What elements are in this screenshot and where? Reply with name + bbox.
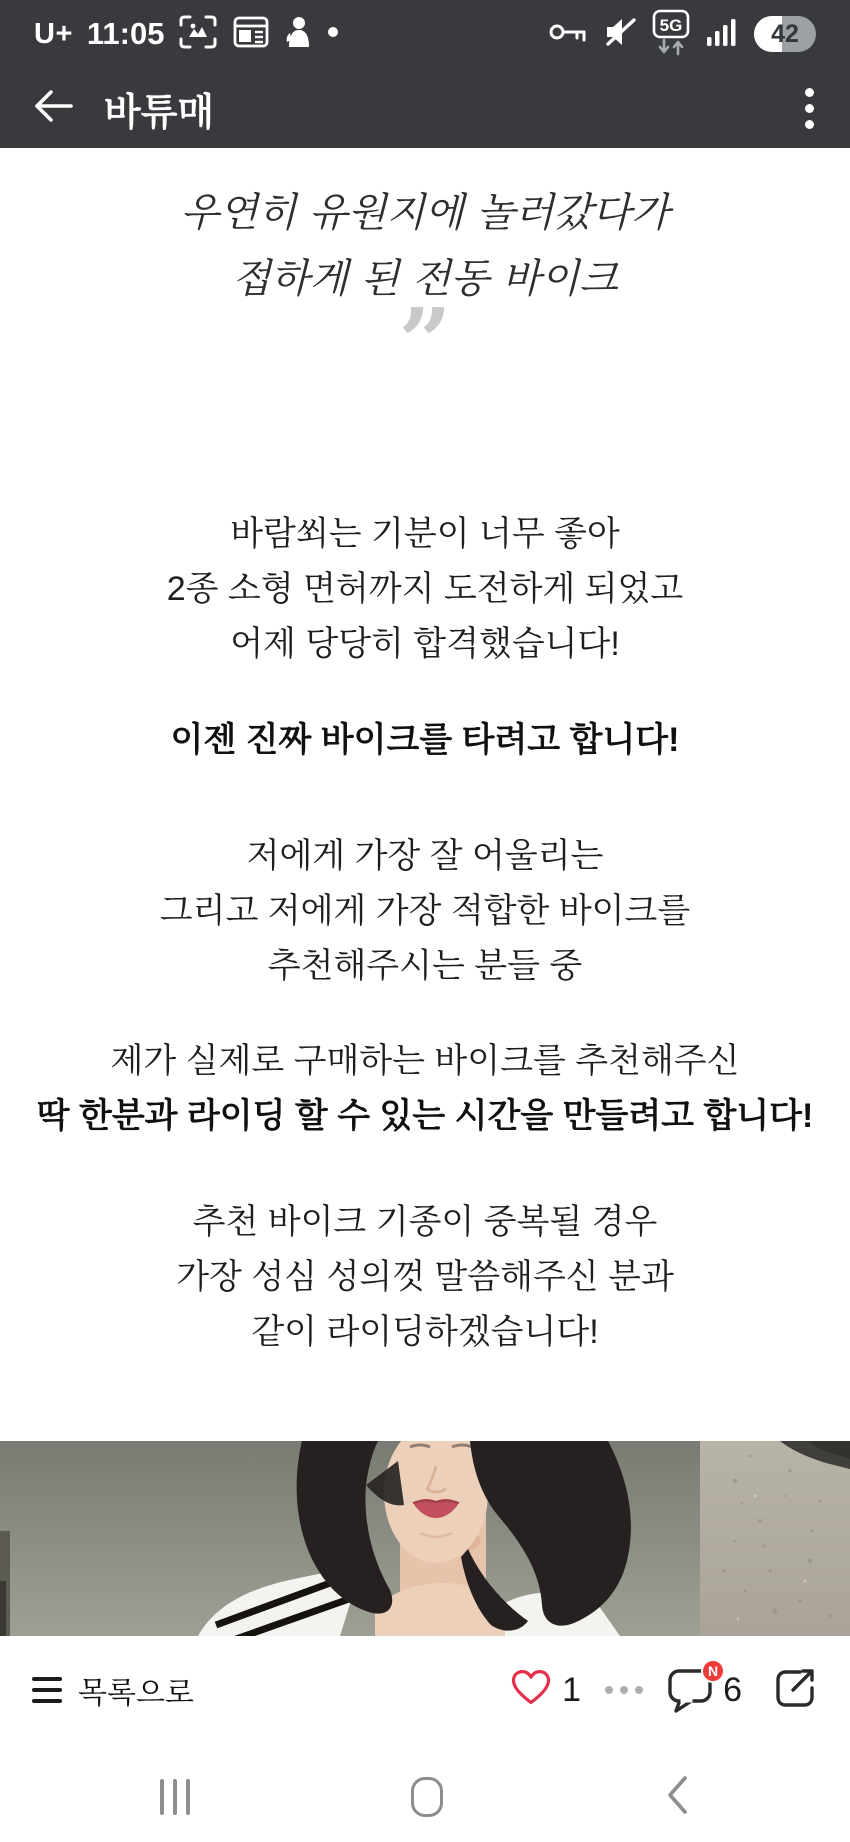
signal-strength-icon (705, 15, 739, 54)
post-line: 가장 성심 성의껏 말씀해주신 분과 (176, 1258, 674, 1296)
post-line: 같이 라이딩하겠습니다! (251, 1313, 599, 1351)
post-paragraph (0, 713, 850, 768)
back-to-list-button[interactable] (32, 1668, 194, 1712)
person-icon (284, 15, 312, 54)
intro-line: 우연히 유원지에 놀러갔다가 (180, 190, 670, 236)
post-line: 추천해주시는 분들 중 (267, 947, 583, 985)
network-label: 5G (659, 15, 683, 35)
intro-line: 접하게 된 전동 바이크 (232, 256, 618, 302)
battery-percent: 42 (771, 19, 799, 48)
post-line-bold: 딱 한분과 라이딩 할 수 있는 시간을 만들려고 합니다! (36, 1097, 814, 1135)
overflow-menu-icon[interactable] (799, 82, 820, 135)
closing-quote-glyph: ” (398, 288, 452, 396)
list-icon (32, 1677, 62, 1703)
action-bar (0, 1652, 850, 1728)
share-icon[interactable] (772, 1666, 818, 1715)
status-bar-right (548, 7, 816, 62)
like-count: 1 (562, 1670, 582, 1709)
post-line: 저에게 가장 잘 어울리는 (246, 837, 604, 875)
comment-bubble-icon (667, 1663, 719, 1713)
heart-icon (510, 1669, 552, 1712)
back-arrow-icon[interactable] (30, 88, 76, 129)
comment-count: 6 (723, 1670, 742, 1709)
post-line: 어제 당당히 합격했습니다! (230, 625, 620, 663)
notification-dot (326, 25, 340, 44)
screen-capture-icon (178, 14, 218, 55)
mute-icon (603, 16, 637, 53)
more-options-icon[interactable] (605, 1686, 643, 1694)
status-time: 11:05 (86, 16, 165, 51)
post-paragraph (0, 1195, 850, 1360)
list-button-label: 목록으로 (78, 1677, 194, 1710)
system-nav-bar (0, 1752, 850, 1842)
post-paragraph (0, 507, 850, 672)
new-comment-badge: N (701, 1659, 725, 1683)
news-icon (232, 15, 270, 54)
post-line: 바람쐬는 기분이 너무 좋아 (230, 515, 620, 553)
vpn-key-icon (548, 20, 588, 49)
post-photo[interactable] (0, 1441, 850, 1636)
app-bar (0, 68, 850, 148)
5g-network-icon (652, 7, 690, 62)
carrier-label: U+ (34, 17, 73, 50)
status-bar (0, 0, 850, 68)
post-paragraph (0, 829, 850, 994)
post-line: 그리고 저에게 가장 적합한 바이크를 (159, 892, 691, 930)
post-line: 제가 실제로 구매하는 바이크를 추천해주신 (110, 1042, 740, 1080)
post-line: 2종 소형 면허까지 도전하게 되었고 (166, 570, 684, 608)
battery-indicator (754, 16, 816, 52)
post-line: 추천 바이크 기종이 중복될 경우 (192, 1203, 658, 1241)
like-button[interactable] (510, 1669, 581, 1712)
quote-mark-block (0, 288, 850, 396)
recents-icon[interactable] (160, 1779, 190, 1815)
action-bar-right (510, 1663, 818, 1715)
page-title: 바튜매 (104, 91, 215, 134)
back-icon[interactable] (664, 1774, 690, 1821)
status-bar-left (34, 14, 340, 55)
comments-button[interactable] (667, 1663, 742, 1713)
post-line-bold: 이젠 진짜 바이크를 타려고 합니다! (170, 721, 680, 759)
post-paragraph (0, 1034, 850, 1144)
home-icon[interactable] (411, 1777, 443, 1817)
